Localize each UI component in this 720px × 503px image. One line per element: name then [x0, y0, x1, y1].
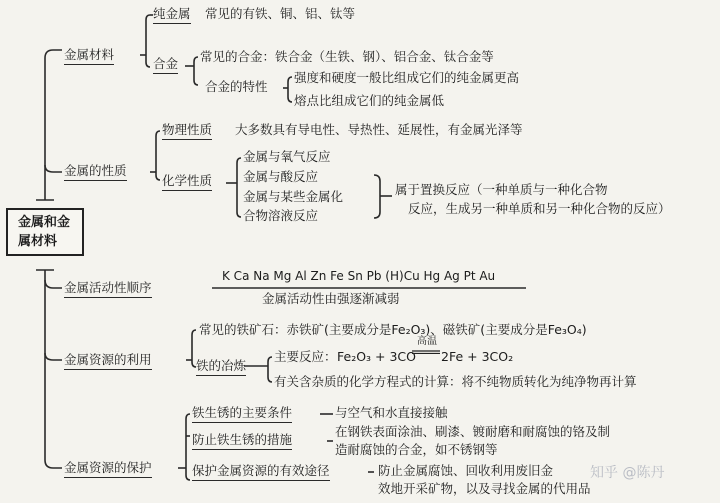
node-iron-smelting: 铁的冶炼	[196, 358, 246, 376]
alloy-common: 常见的合金：铁合金（生铁、钢）、铝合金、钛合金等	[200, 49, 494, 64]
rust-prevention-line1: 在钢铁表面涂油、刷漆、镀耐磨和耐腐蚀的铬及制	[335, 424, 611, 439]
activity-trend: 金属活动性由强逐渐减弱	[262, 291, 400, 306]
pure-metal-desc: 常见的有铁、铜、铝、钛等	[205, 6, 356, 21]
reaction-reactants: Fe₂O₃ + 3CO	[337, 349, 416, 364]
watermark: 知乎 @陈丹	[590, 465, 665, 481]
node-resource-use: 金属资源的利用	[64, 352, 152, 370]
node-protection-approaches: 保护金属资源的有效途径	[192, 463, 330, 481]
approaches-line1: 防止金属腐蚀、回收利用废旧金	[378, 463, 554, 478]
node-metal-materials: 金属材料	[64, 47, 114, 65]
root-line2: 属材料	[18, 234, 58, 249]
reaction-acid: 金属与酸反应	[243, 169, 319, 184]
node-metal-properties: 金属的性质	[64, 163, 127, 181]
impurity-calculation: 有关含杂质的化学方程式的计算：将不纯物质转化为纯净物再计算	[274, 374, 637, 389]
reaction-condition: 高温	[417, 336, 437, 347]
approaches-line2: 效地开采矿物，以及寻找金属的代用品	[378, 481, 591, 496]
node-rust-prevention: 防止铁生锈的措施	[192, 432, 292, 450]
replacement-note-line2: 反应，生成另一种单质和另一种化合物的反应）	[408, 201, 671, 216]
main-reaction-label: 主要反应：	[274, 349, 337, 364]
node-rust-conditions: 铁生锈的主要条件	[192, 405, 292, 423]
node-physical-properties: 物理性质	[162, 122, 212, 140]
alloy-property-1: 强度和硬度一般比组成它们的纯金属更高	[294, 70, 520, 85]
root-line1: 金属和金	[18, 215, 71, 230]
node-resource-protection: 金属资源的保护	[64, 460, 152, 478]
alloy-property-2: 熔点比组成它们的纯金属低	[294, 93, 445, 108]
physical-desc: 大多数具有导电性、导热性、延展性，有金属光泽等	[235, 122, 523, 137]
alloy-properties-label: 合金的特性	[205, 79, 268, 94]
node-activity-series: 金属活动性顺序	[64, 280, 152, 298]
node-alloy: 合金	[153, 56, 178, 74]
reaction-products: 2Fe + 3CO₂	[441, 349, 514, 364]
reaction-oxygen: 金属与氧气反应	[243, 149, 331, 164]
replacement-note-line1: 属于置换反应（一种单质与一种化合物	[395, 182, 608, 197]
equation-equals-sign	[412, 350, 440, 354]
activity-series: K Ca Na Mg Al Zn Fe Sn Pb (H)Cu Hg Ag Pt Au	[222, 269, 496, 283]
iron-ore: 常见的铁矿石：赤铁矿(主要成分是Fe₂O₃)、磁铁矿(主要成分是Fe₃O₄)	[199, 322, 587, 337]
node-pure-metal: 纯金属	[153, 6, 191, 24]
root-node	[6, 208, 84, 256]
node-chemical-properties: 化学性质	[162, 173, 212, 191]
reaction-salt-line2: 合物溶液反应	[243, 208, 319, 223]
rust-prevention-line2: 造耐腐蚀的合金，如不锈钢等	[335, 442, 498, 457]
rust-conditions: 与空气和水直接接触	[335, 405, 448, 420]
reaction-salt-line1: 金属与某些金属化	[243, 189, 344, 204]
